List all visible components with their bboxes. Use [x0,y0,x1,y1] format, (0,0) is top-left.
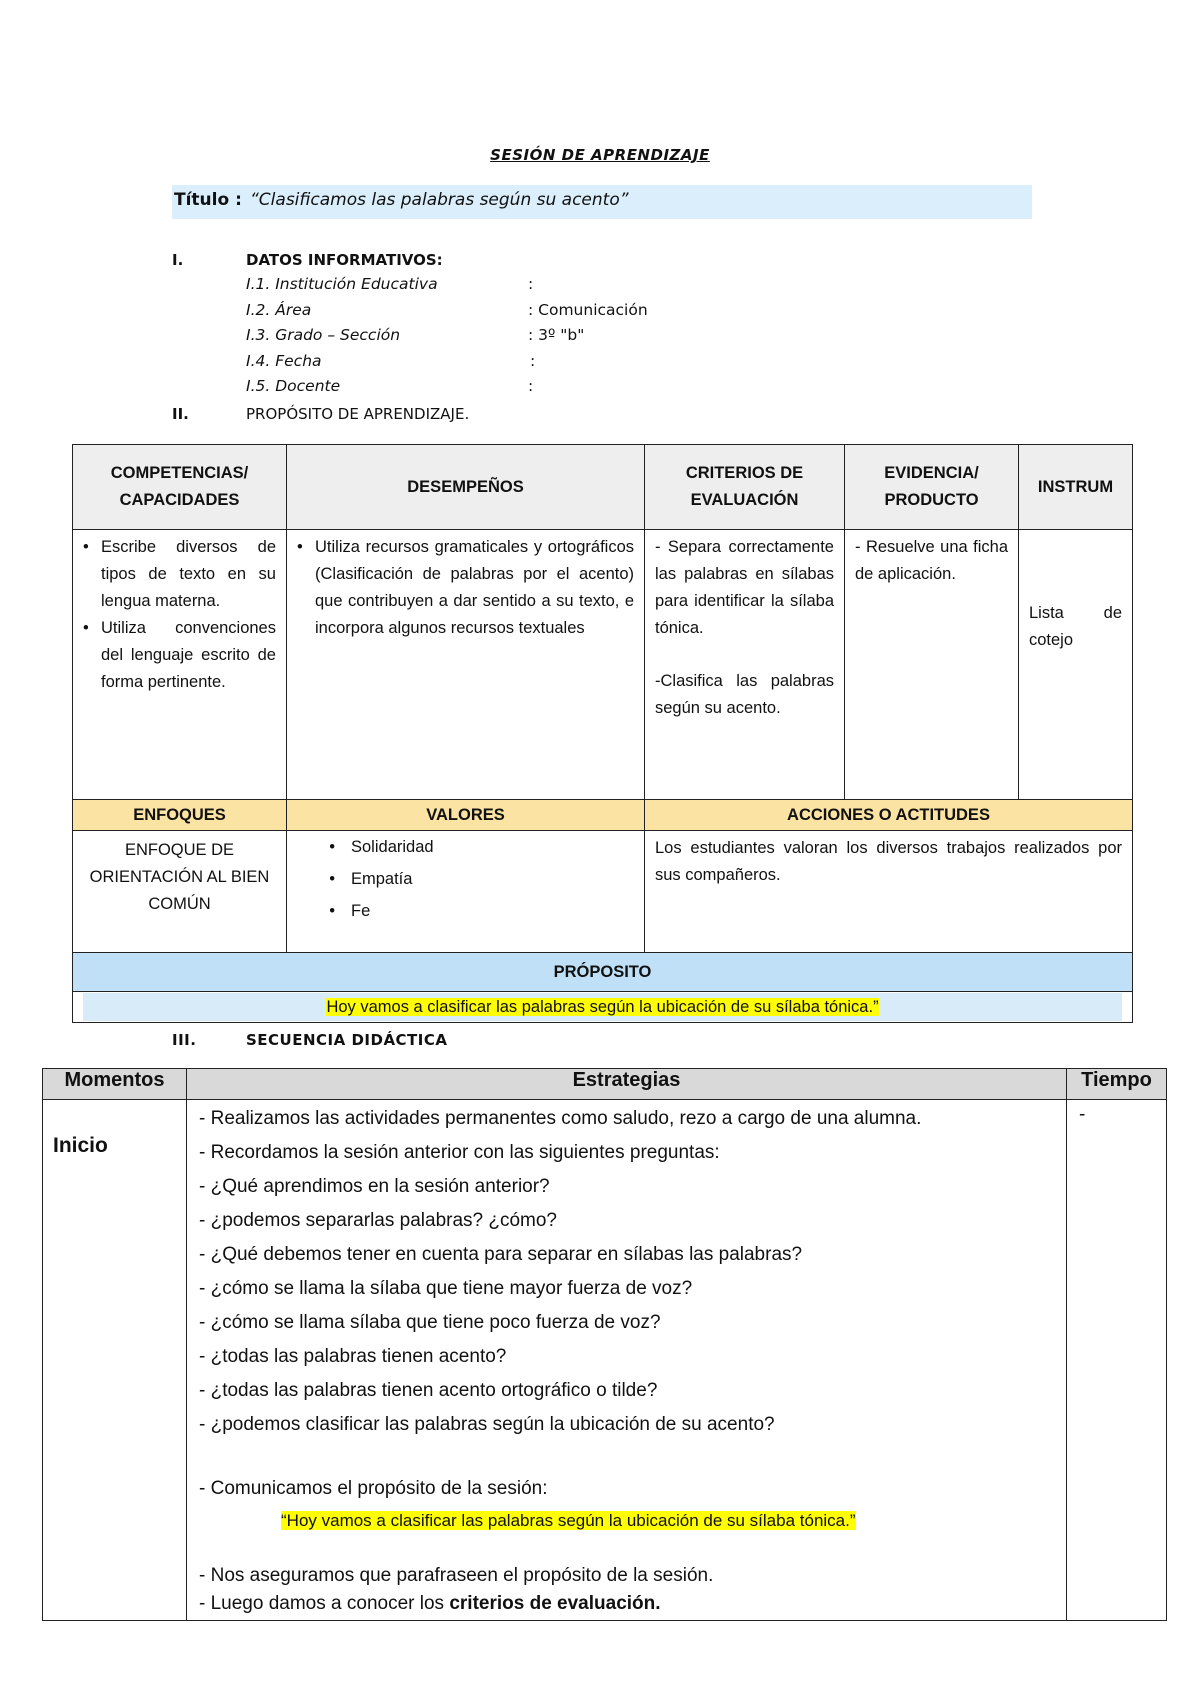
dato-grado-label: I.3. Grado – Sección [246,326,401,344]
sec3-label: SECUENCIA DIDÁCTICA [246,1031,448,1049]
valor-fe: Fe [351,902,371,920]
bullet-icon: • [83,619,89,637]
proposito-table-header [73,445,1133,530]
header-estrategias: Estrategias [187,1069,1067,1100]
estrategia-line-8: - ¿todas las palabras tienen acento? [199,1346,507,1367]
estrategia-line-10: - ¿podemos clasificar las palabras según la ubicación de su acento? [199,1414,775,1435]
criterio-2: -Clasifica las palabras según su acento. [655,672,834,717]
proposito-bg [83,993,1122,1021]
header-evidencia: EVIDENCIA/ PRODUCTO [845,445,1019,530]
valores-header: VALORES [287,800,645,831]
bullet-icon: • [83,538,89,556]
sec2-label: PROPÓSITO DE APRENDIZAJE. [246,405,470,423]
dato-institucion-value: : [528,275,534,293]
list-item [297,831,634,863]
estrategia-line-7: - ¿cómo se llama sílaba que tiene poco fuerza de voz? [199,1312,661,1333]
proposito-text: Hoy vamos a clasificar las palabras según la ubicación de su sílaba tónica.” [326,998,879,1016]
valores-list [297,831,634,927]
proposito-text-cell [73,992,1133,1023]
list-item [83,615,276,696]
dato-docente-label: I.5. Docente [246,377,341,395]
inicio-row [43,1100,1167,1621]
dato-institucion-label: I.1. Institución Educativa [246,275,438,293]
dato-area-value: : Comunicación [528,301,648,319]
header-tiempo: Tiempo [1067,1069,1167,1100]
bullet-icon: • [297,538,303,556]
header-momentos: Momentos [43,1069,187,1100]
competencias-cell [73,530,287,800]
list-item [83,534,276,615]
comunicamos-line: - Comunicamos el propósito de la sesión: [199,1478,548,1499]
estrategia-line-1: - Realizamos las actividades permanentes como saludo, rezo a cargo de una alumna. [199,1108,922,1129]
estrategia-line-3: - ¿Qué aprendimos en la sesión anterior? [199,1176,550,1197]
tiempo-cell: - [1067,1100,1167,1621]
titulo-text: “Clasificamos las palabras según su acento” [250,190,629,210]
enfoques-header: ENFOQUES [73,800,287,831]
enfoques-row [73,831,1133,953]
enfoques-header-row [73,800,1133,831]
list-item [297,534,634,642]
desempeno-text: Utiliza recursos gramaticales y ortográficos (Clasificación de palabras por el acento) que contribuyen a dar sentido a su texto, e incorpora algunos recursos textuales [315,538,634,637]
dato-grado-value: : 3º "b" [528,326,585,344]
criterios-cell [645,530,845,800]
proposito-text-row [73,992,1133,1023]
bullet-icon: • [329,870,335,888]
valor-empatia: Empatía [351,870,413,888]
sec1-num: I. [172,251,184,269]
competencias-row [73,530,1133,800]
proposito-table [72,444,1133,1023]
criterio-1: - Separa correctamente las palabras en sílabas para identificar la sílaba tónica. [655,538,834,637]
secuencia-table [42,1068,1167,1621]
estrategia-line-5: - ¿Qué debemos tener en cuenta para separar en sílabas las palabras? [199,1244,803,1265]
estrategias-cell [187,1100,1067,1621]
dato-fecha-label: I.4. Fecha [246,352,322,370]
sec2-num: II. [172,405,189,423]
momento-inicio: Inicio [43,1100,187,1621]
criterios-line-bold: criterios de evaluación. [449,1593,661,1614]
list-item [297,863,634,895]
evidencia-cell: - Resuelve una ficha de aplicación. [845,530,1019,800]
header-criterios: CRITERIOS DE EVALUACIÓN [645,445,845,530]
header-instrumento: INSTRUM [1019,445,1133,530]
proposito-header: PRÓPOSITO [73,953,1133,992]
sec1-label: DATOS INFORMATIVOS: [246,251,443,269]
list-item [297,895,634,927]
competencia-2: Utiliza convenciones del lenguaje escrito de forma pertinente. [101,619,276,691]
proposito-header-row [73,953,1133,992]
proposito-quote: “Hoy vamos a clasificar las palabras según la ubicación de su sílaba tónica.” [281,1511,856,1530]
dato-fecha-value: : [530,352,536,370]
proposito-quote-line [187,1506,1066,1536]
instrumento-cell: Lista de cotejo [1019,530,1133,800]
bullet-icon: • [329,838,335,856]
desempenos-cell [287,530,645,800]
acciones-header: ACCIONES O ACTITUDES [645,800,1133,831]
acciones-cell: Los estudiantes valoran los diversos trabajos realizados por sus compañeros. [645,831,1133,953]
sec3-num: III. [172,1031,197,1049]
secuencia-header [43,1069,1167,1100]
criterios-line-text: - Luego damos a conocer los [199,1593,445,1614]
estrategia-line-9: - ¿todas las palabras tienen acento ortográfico o tilde? [199,1380,658,1401]
header-desempenos: DESEMPEÑOS [287,445,645,530]
estrategia-line-2: - Recordamos la sesión anterior con las siguientes preguntas: [199,1142,720,1163]
valor-solidaridad: Solidaridad [351,838,434,856]
estrategia-line-4: - ¿podemos separarlas palabras? ¿cómo? [199,1210,558,1231]
competencia-1: Escribe diversos de tipos de texto en su lengua materna. [101,538,276,610]
criterios-line [187,1590,1066,1618]
bullet-icon: • [329,902,335,920]
parafrasis-line: - Nos aseguramos que parafraseen el propósito de la sesión. [199,1565,714,1586]
dato-area-label: I.2. Área [246,301,312,319]
enfoque-cell: ENFOQUE DE ORIENTACIÓN AL BIEN COMÚN [73,831,287,953]
titulo-bar [172,185,1032,219]
estrategia-line-6: - ¿cómo se llama la sílaba que tiene mayor fuerza de voz? [199,1278,693,1299]
titulo-label: Título : [174,190,242,210]
page-title: SESIÓN DE APRENDIZAJE [490,146,710,164]
dato-docente-value: : [528,377,534,395]
valores-cell [287,831,645,953]
header-competencias: COMPETENCIAS/ CAPACIDADES [73,445,287,530]
